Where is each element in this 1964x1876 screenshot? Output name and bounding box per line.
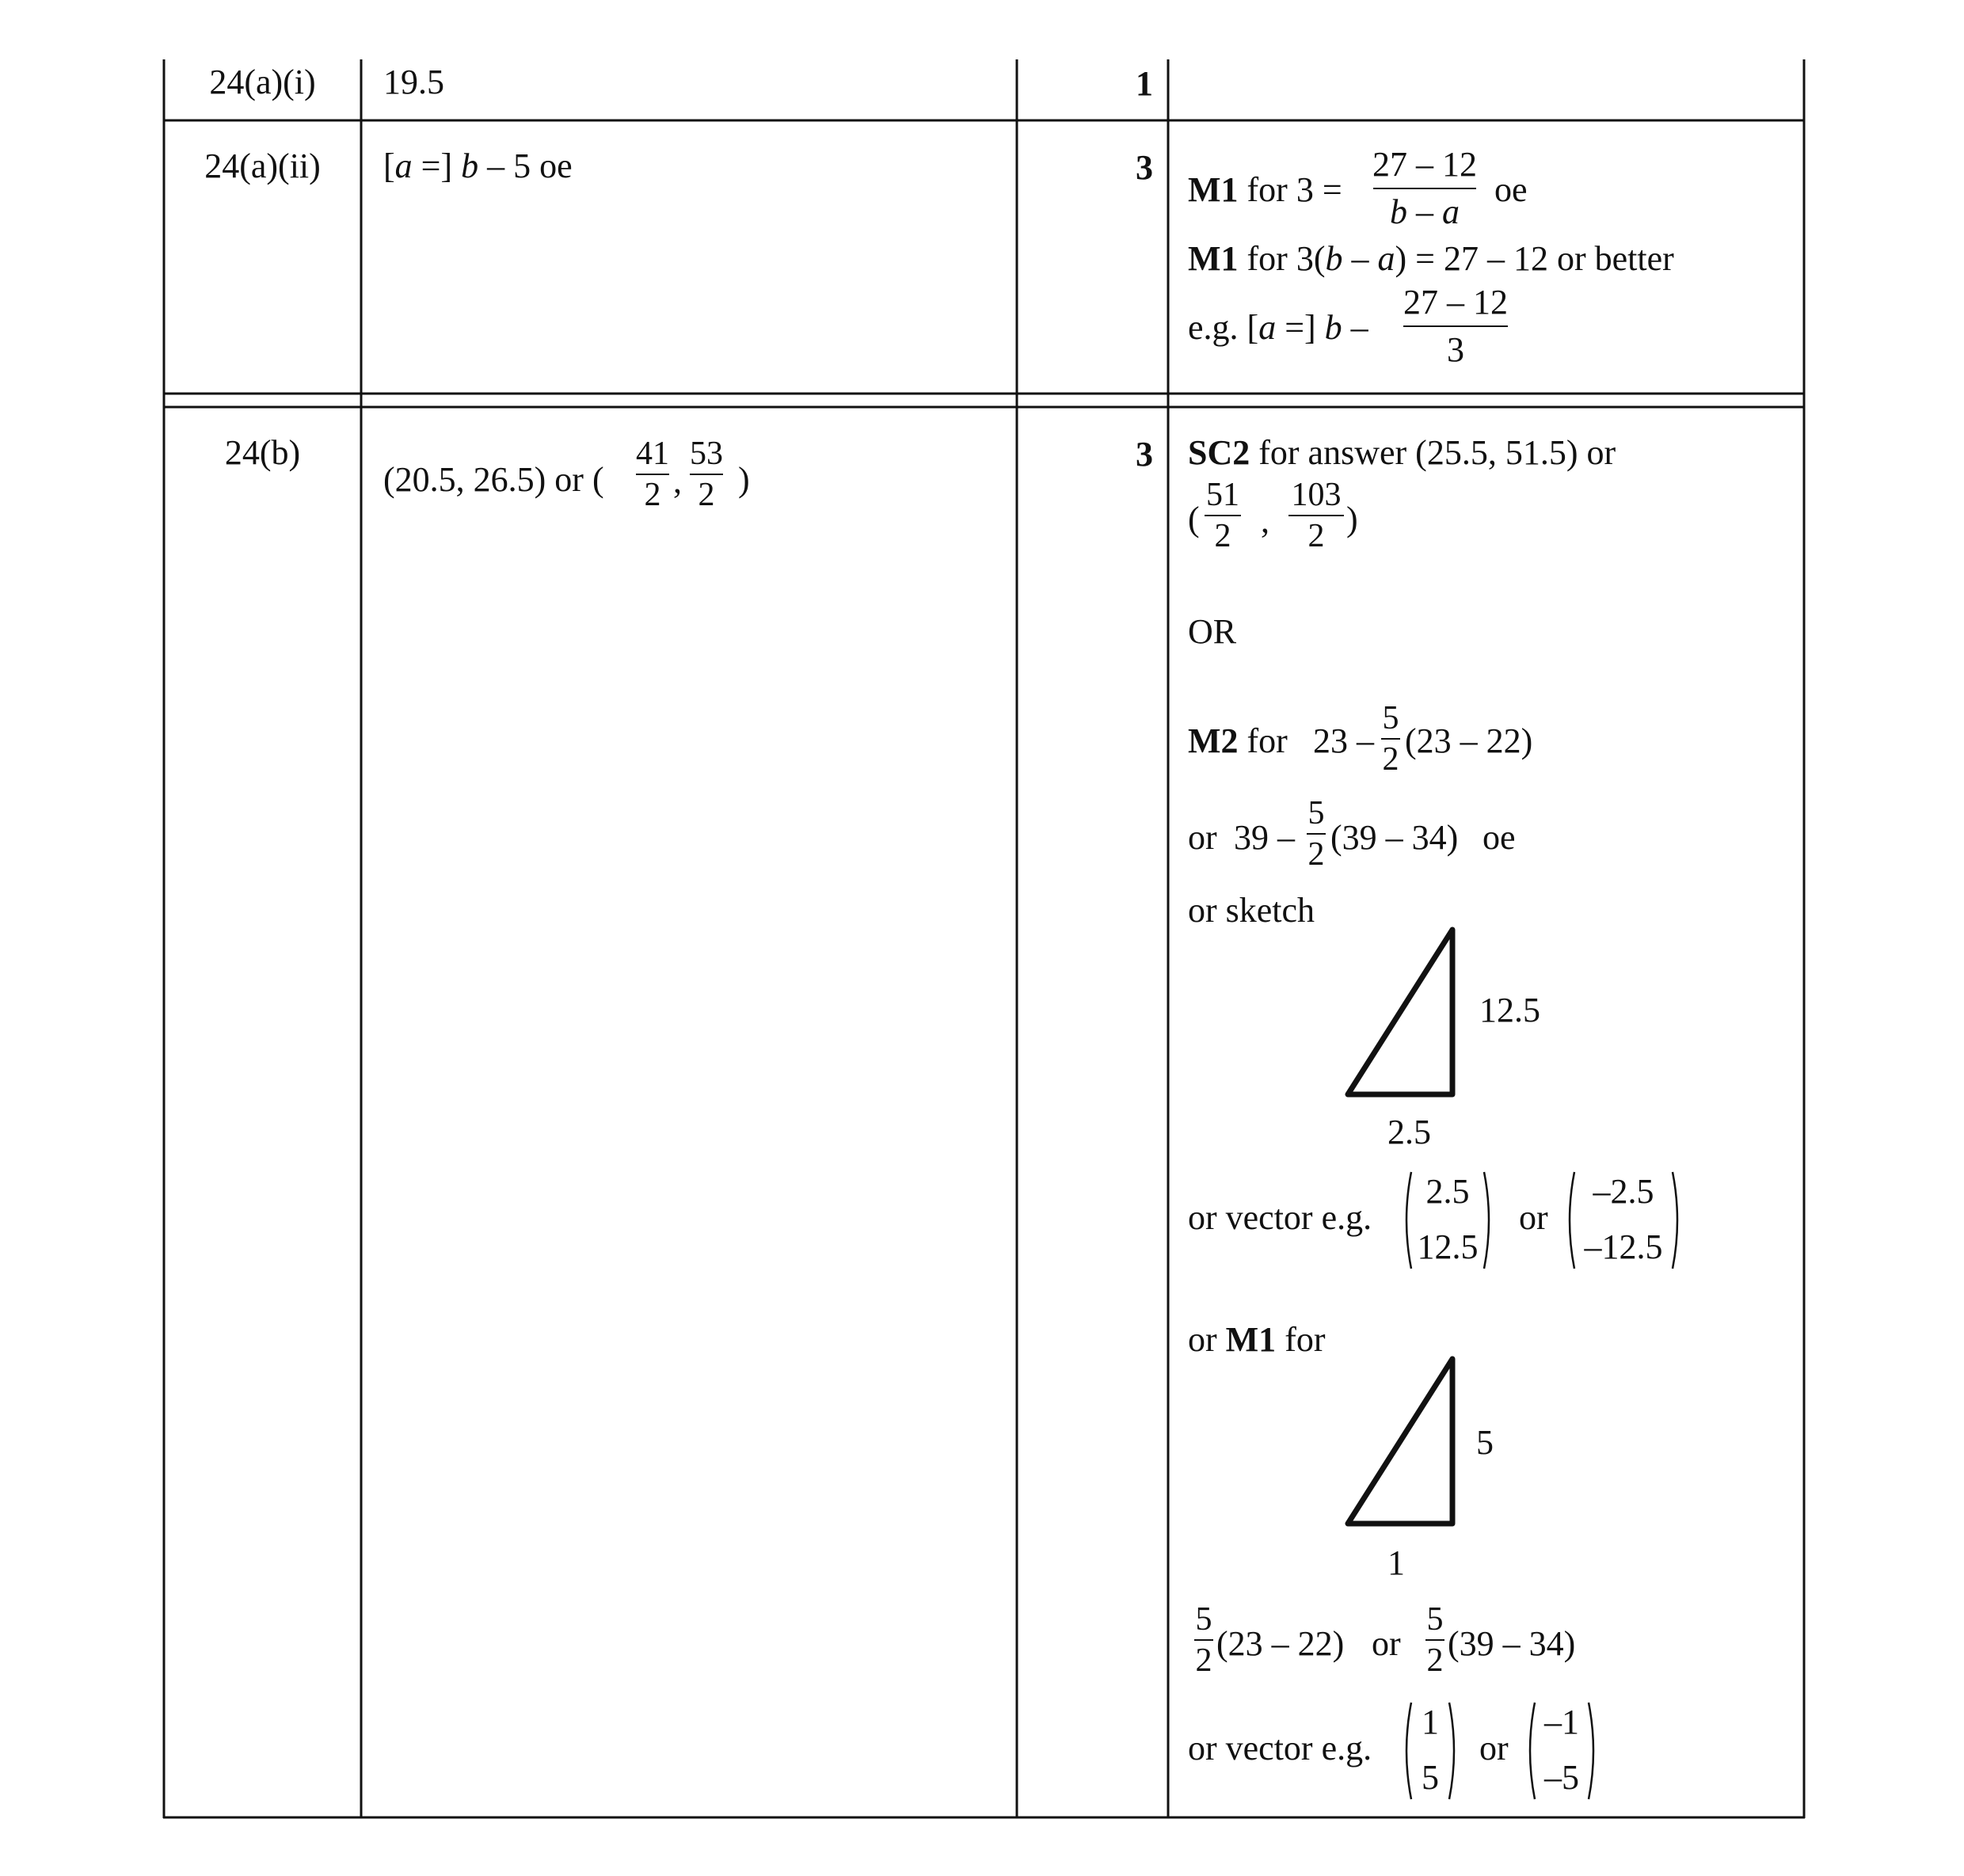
marks-24b: 3: [1136, 435, 1153, 474]
answer-24aii: [a =] b – 5 oe: [383, 147, 573, 185]
vector2-top: 1: [1422, 1703, 1439, 1741]
sc2-comma: ,: [1261, 501, 1269, 540]
guidance-or-m1: or M1 for: [1188, 1320, 1326, 1359]
answer-comma: ,: [673, 462, 682, 500]
vector1-top: 2.5: [1425, 1172, 1470, 1211]
vector1-bottom: 12.5: [1417, 1227, 1479, 1266]
m1-alt-expr2: (39 – 34): [1448, 1624, 1576, 1663]
marks-24ai: 1: [1136, 64, 1153, 103]
sketch-triangle-1: [1338, 920, 1465, 1104]
m1-alt-fraction-1: 5 2: [1195, 1601, 1212, 1679]
sc2-fraction-103-2: 103 2: [1288, 478, 1344, 553]
sketch-triangle-2: [1338, 1349, 1465, 1533]
vector1b-bottom: –12.5: [1584, 1227, 1663, 1266]
vector2-bottom: 5: [1422, 1758, 1439, 1797]
vector2-prefix: or vector e.g.: [1188, 1729, 1372, 1768]
guidance-or-sketch: or sketch: [1188, 891, 1315, 930]
answer-24ai: 19.5: [383, 63, 444, 101]
answer-fraction-53-2: 53 2: [690, 436, 723, 513]
sc2-open-paren: (: [1188, 500, 1200, 538]
marks-24aii: 3: [1136, 148, 1153, 187]
vector2-or: or: [1479, 1729, 1509, 1768]
m1-alt-expr1: (23 – 22): [1216, 1624, 1345, 1663]
vector2b-bottom: –5: [1544, 1758, 1579, 1797]
guidance-m1-line2: M1 for 3(b – a) = 27 – 12 or better: [1188, 239, 1674, 278]
answer-fraction-41-2: 41 2: [636, 436, 669, 513]
guidance-m2: M2 for: [1188, 721, 1288, 760]
answer-24b: (20.5, 26.5) or (: [383, 460, 604, 499]
guidance-eg-line3: e.g. [a =] b –: [1188, 308, 1368, 347]
guidance-m1-line1: M1 for 3 =: [1188, 170, 1342, 209]
m2-expr-post: (23 – 22): [1405, 721, 1533, 760]
m2-alt-expr-pre: 39 –: [1234, 818, 1295, 857]
question-24b: 24(b): [224, 433, 301, 472]
guidance-or-label: OR: [1188, 612, 1237, 651]
vector1-or: or: [1519, 1198, 1548, 1237]
question-24ai: 24(a)(i): [209, 63, 316, 101]
triangle1-height-label: 12.5: [1479, 991, 1540, 1029]
m1-alt-or: or: [1372, 1624, 1401, 1663]
vector1b-top: –2.5: [1593, 1172, 1654, 1211]
vector2b-top: –1: [1544, 1703, 1579, 1741]
fraction-27-12-over-3: 27 – 12 3: [1403, 283, 1508, 369]
vector1-prefix: or vector e.g.: [1188, 1198, 1372, 1237]
question-24aii: 24(a)(ii): [204, 147, 321, 185]
triangle2-base-label: 1: [1387, 1543, 1405, 1582]
m2-fraction-5-2: 5 2: [1382, 700, 1399, 778]
m2-expr-pre: 23 –: [1313, 721, 1374, 760]
fraction-27-12-over-b-a: 27 – 12 b – a: [1372, 145, 1477, 231]
guidance-oe-1: oe: [1494, 170, 1528, 209]
sc2-close-paren: ): [1346, 500, 1358, 538]
m2-alt-oe: oe: [1483, 818, 1516, 857]
guidance-sc2: SC2 for answer (25.5, 51.5) or: [1188, 433, 1616, 472]
sc2-fraction-51-2: 51 2: [1206, 477, 1239, 554]
m1-alt-fraction-2: 5 2: [1426, 1601, 1444, 1679]
answer-close-paren: ): [738, 460, 750, 499]
triangle2-height-label: 5: [1476, 1423, 1494, 1462]
triangle1-base-label: 2.5: [1387, 1113, 1431, 1151]
m2-alt-expr-post: (39 – 34): [1330, 818, 1459, 857]
m2-alt-fraction-5-2: 5 2: [1307, 795, 1325, 873]
m2-alt-or: or: [1188, 818, 1217, 857]
